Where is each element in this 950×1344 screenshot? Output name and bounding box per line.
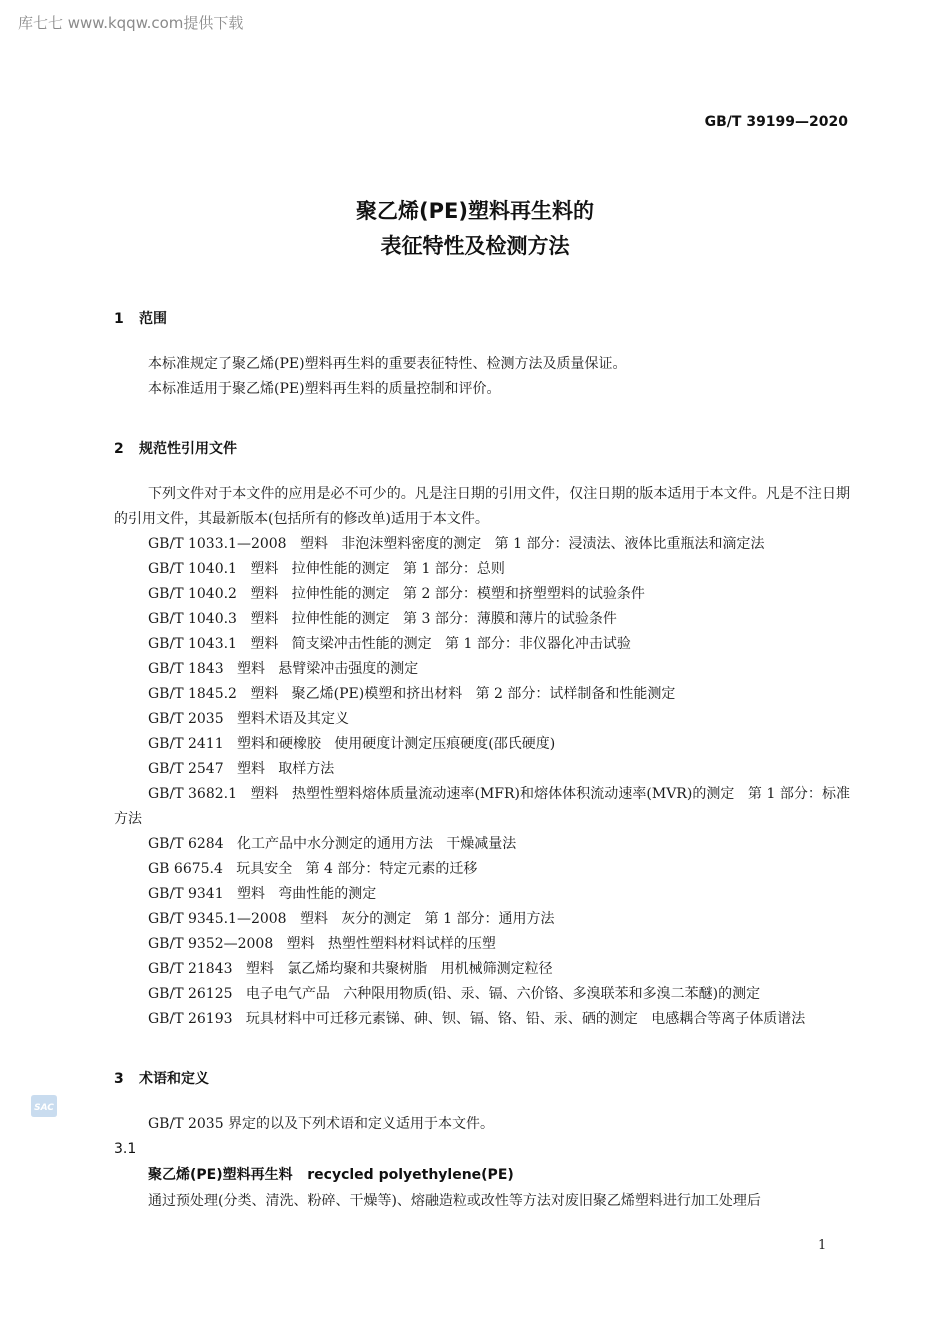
term-entry — [114, 1162, 850, 1189]
reference-item: GB/T 9345.1—2008 塑料 灰分的测定 第 1 部分：通用方法 — [148, 911, 555, 927]
section-number: 3 — [114, 1071, 124, 1087]
reference-item: GB/T 6284 化工产品中水分测定的通用方法 干燥减量法 — [148, 836, 517, 852]
reference-item: GB/T 1843 塑料 悬臂梁冲击强度的测定 — [148, 661, 419, 677]
reference-item: GB/T 9341 塑料 弯曲性能的测定 — [148, 886, 377, 902]
reference-item: GB/T 3682.1 塑料 热塑性塑料熔体质量流动速率(MFR)和熔体体积流动速率(MVR)的测定 第 1 部分：标准方法 — [114, 786, 850, 827]
reference-item: GB/T 9352—2008 塑料 热塑性塑料材料试样的压塑 — [148, 936, 496, 952]
reference-item: GB/T 2411 塑料和硬橡胶 使用硬度计测定压痕硬度(邵氏硬度) — [148, 736, 556, 752]
reference-item: GB/T 1043.1 塑料 简支梁冲击性能的测定 第 1 部分：非仪器化冲击试验 — [148, 636, 631, 652]
section-title: 规范性引用文件 — [139, 441, 237, 457]
term-english: recycled polyethylene(PE) — [307, 1167, 514, 1183]
paragraph: GB/T 2035 界定的以及下列术语和定义适用于本文件。 — [148, 1116, 495, 1132]
document-body — [114, 302, 850, 1214]
reference-item: GB/T 1040.2 塑料 拉伸性能的测定 第 2 部分：模塑和挤塑塑料的试验条件 — [148, 586, 645, 602]
section-number: 2 — [114, 441, 124, 457]
watermark-text: 库七七 www.kqqw.com提供下载 — [18, 14, 244, 32]
section-number: 1 — [114, 311, 124, 327]
section-title: 范围 — [139, 311, 167, 327]
reference-item: GB/T 1040.3 塑料 拉伸性能的测定 第 3 部分：薄膜和薄片的试验条件 — [148, 611, 617, 627]
reference-item: GB/T 1040.1 塑料 拉伸性能的测定 第 1 部分：总则 — [148, 561, 505, 577]
term-definition: 通过预处理(分类、清洗、粉碎、干燥等)、熔融造粒或改性等方法对废旧聚乙烯塑料进行加工处理后 — [148, 1193, 761, 1209]
reference-item: GB/T 2035 塑料术语及其定义 — [148, 711, 349, 727]
reference-list — [114, 532, 850, 1032]
section-3-heading — [114, 1062, 850, 1096]
reference-item: GB/T 21843 塑料 氯乙烯均聚和共聚树脂 用机械筛测定粒径 — [148, 961, 553, 977]
paragraph: 本标准规定了聚乙烯(PE)塑料再生料的重要表征特性、检测方法及质量保证。 — [148, 356, 627, 372]
paragraph: 下列文件对于本文件的应用是必不可少的。凡是注日期的引用文件，仅注日期的版本适用于本文件。凡是不注日期的引用文件，其最新版本(包括所有的修改单)适用于本文件。 — [114, 486, 850, 527]
reference-item: GB/T 26193 玩具材料中可迁移元素锑、砷、钡、镉、铬、铅、汞、硒的测定 电感耦合等离子体质谱法 — [148, 1011, 806, 1027]
section-1-heading — [114, 302, 850, 336]
reference-item: GB/T 2547 塑料 取样方法 — [148, 761, 335, 777]
title-line-2: 表征特性及检测方法 — [380, 234, 570, 258]
logo-text: SAC — [34, 1103, 54, 1113]
title-line-1: 聚乙烯(PE)塑料再生料的 — [356, 199, 594, 223]
section-2-heading — [114, 432, 850, 466]
reference-item: GB/T 1033.1—2008 塑料 非泡沫塑料密度的测定 第 1 部分：浸渍法、液体比重瓶法和滴定法 — [148, 536, 765, 552]
document-title — [0, 194, 950, 264]
reference-item: GB/T 26125 电子电气产品 六种限用物质(铅、汞、镉、六价铬、多溴联苯和多溴二苯醚)的测定 — [148, 986, 761, 1002]
clause-number: 3.1 — [114, 1141, 137, 1157]
paragraph: 本标准适用于聚乙烯(PE)塑料再生料的质量控制和评价。 — [148, 381, 501, 397]
reference-item: GB 6675.4 玩具安全 第 4 部分：特定元素的迁移 — [148, 861, 478, 877]
term-chinese: 聚乙烯(PE)塑料再生料 — [148, 1167, 293, 1183]
standard-code: GB/T 39199—2020 — [704, 114, 848, 130]
reference-item: GB/T 1845.2 塑料 聚乙烯(PE)模塑和挤出材料 第 2 部分：试样制备和性能测定 — [148, 686, 676, 702]
sac-logo-icon — [30, 1093, 58, 1119]
section-title: 术语和定义 — [139, 1071, 209, 1087]
page-number: 1 — [818, 1238, 827, 1253]
